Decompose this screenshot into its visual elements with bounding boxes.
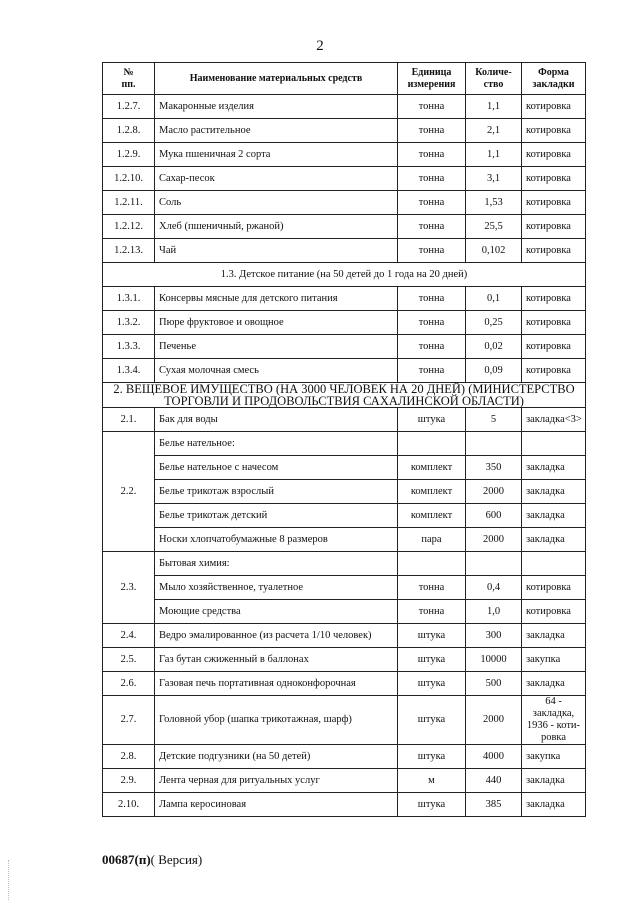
- table-row: [103, 95, 586, 119]
- row-form: котировка: [522, 359, 586, 383]
- row-name: Детские подгузники (на 50 детей): [155, 745, 398, 769]
- table-row: [103, 456, 586, 480]
- table-row: [103, 287, 586, 311]
- table-row: [103, 793, 586, 817]
- row-num: 2.4.: [103, 624, 155, 648]
- row-unit: м: [398, 769, 466, 793]
- row-name: Лампа керосиновая: [155, 793, 398, 817]
- row-name: Газ бутан сжиженный в баллонах: [155, 648, 398, 672]
- row-form: котировка: [522, 239, 586, 263]
- row-name: Чай: [155, 239, 398, 263]
- row-num: 2.7.: [103, 696, 155, 745]
- row-unit: тонна: [398, 191, 466, 215]
- row-unit: штука: [398, 624, 466, 648]
- empty-cell: [398, 432, 466, 456]
- row-form: закупка: [522, 648, 586, 672]
- row-num: 2.10.: [103, 793, 155, 817]
- row-num: 1.2.13.: [103, 239, 155, 263]
- row-unit: тонна: [398, 143, 466, 167]
- row-qty: 500: [466, 672, 522, 696]
- row-name: Сахар-песок: [155, 167, 398, 191]
- row-unit: тонна: [398, 95, 466, 119]
- row-qty: 0,102: [466, 239, 522, 263]
- row-qty: 2000: [466, 696, 522, 745]
- row-unit: штука: [398, 793, 466, 817]
- row-num: 2.5.: [103, 648, 155, 672]
- row-form: закладка<3>: [522, 408, 586, 432]
- row-num: 1.3.4.: [103, 359, 155, 383]
- row-num: 2.2.: [103, 432, 155, 552]
- row-form: закупка: [522, 745, 586, 769]
- misc-rows: [103, 745, 586, 817]
- row-unit: тонна: [398, 600, 466, 624]
- row-qty: 2000: [466, 480, 522, 504]
- document-version: ( Версия): [150, 852, 203, 867]
- row-qty: 4000: [466, 745, 522, 769]
- table-row: [103, 504, 586, 528]
- row-unit: штука: [398, 648, 466, 672]
- row-unit: тонна: [398, 215, 466, 239]
- row-form: котировка: [522, 576, 586, 600]
- row-qty: 350: [466, 456, 522, 480]
- row-name: Газовая печь портативная одноконфорочная: [155, 672, 398, 696]
- table-row: [103, 696, 586, 745]
- empty-cell: [522, 432, 586, 456]
- row-qty: 1,1: [466, 95, 522, 119]
- table-row: [103, 167, 586, 191]
- empty-cell: [466, 432, 522, 456]
- row-num: 2.3.: [103, 552, 155, 624]
- section-1-3-title: 1.3. Детское питание (на 50 детей до 1 года на 20 дней): [103, 263, 586, 287]
- row-qty: 3,1: [466, 167, 522, 191]
- empty-cell: [522, 552, 586, 576]
- baby-food-rows: [103, 287, 586, 383]
- row-num: 1.2.12.: [103, 215, 155, 239]
- table-row: [103, 215, 586, 239]
- row-name: Мыло хозяйственное, туалетное: [155, 576, 398, 600]
- row-num: 1.3.2.: [103, 311, 155, 335]
- row-unit: тонна: [398, 119, 466, 143]
- row-form: закладка: [522, 528, 586, 552]
- table-row: [103, 191, 586, 215]
- row-form: котировка: [522, 143, 586, 167]
- row-form: закладка: [522, 504, 586, 528]
- row-name: Бак для воды: [155, 408, 398, 432]
- row-qty: 385: [466, 793, 522, 817]
- food-rows: [103, 95, 586, 263]
- table-row: [103, 143, 586, 167]
- document-footer: [102, 852, 202, 868]
- section-row: [103, 383, 586, 408]
- row-unit: тонна: [398, 167, 466, 191]
- row-form: закладка: [522, 480, 586, 504]
- row-qty: 600: [466, 504, 522, 528]
- row-name: Лента черная для ритуальных услуг: [155, 769, 398, 793]
- table-row: [103, 745, 586, 769]
- table-row: [103, 624, 586, 648]
- row-unit: тонна: [398, 311, 466, 335]
- table-row: [103, 528, 586, 552]
- row-form: закладка: [522, 793, 586, 817]
- row-num: 1.3.3.: [103, 335, 155, 359]
- row-num: 1.2.11.: [103, 191, 155, 215]
- row-name: Консервы мясные для детского питания: [155, 287, 398, 311]
- section-row: [103, 263, 586, 287]
- row-qty: 0,4: [466, 576, 522, 600]
- group-title: Белье нательное:: [155, 432, 398, 456]
- row-form: закладка: [522, 456, 586, 480]
- row-form: котировка: [522, 335, 586, 359]
- table-row: [103, 648, 586, 672]
- table-row: [103, 119, 586, 143]
- table-row: [103, 408, 586, 432]
- row-unit: штука: [398, 696, 466, 745]
- row-name: Головной убор (шапка трикотажная, шарф): [155, 696, 398, 745]
- row-unit: комплект: [398, 480, 466, 504]
- row-name: Соль: [155, 191, 398, 215]
- empty-cell: [466, 552, 522, 576]
- household-rows: [103, 624, 586, 696]
- row-qty: 0,02: [466, 335, 522, 359]
- row-name: Мука пшеничная 2 сорта: [155, 143, 398, 167]
- row-num: 2.6.: [103, 672, 155, 696]
- table-row: [103, 480, 586, 504]
- row-name: Носки хлопчатобумажные 8 размеров: [155, 528, 398, 552]
- margin-marks: [8, 860, 12, 900]
- group-title-row: [103, 552, 586, 576]
- table-row: [103, 239, 586, 263]
- page-number: 2: [316, 38, 324, 54]
- group-title: Бытовая химия:: [155, 552, 398, 576]
- row-qty: 1,53: [466, 191, 522, 215]
- table-row: [103, 359, 586, 383]
- row-form: котировка: [522, 167, 586, 191]
- empty-cell: [398, 552, 466, 576]
- header-num: № пп.: [103, 63, 155, 95]
- row-num: 2.9.: [103, 769, 155, 793]
- row-unit: тонна: [398, 576, 466, 600]
- document-code: 00687(п): [102, 852, 151, 867]
- row-unit: комплект: [398, 456, 466, 480]
- materials-table: [102, 62, 586, 817]
- row-form: закладка: [522, 672, 586, 696]
- section-2-title: 2. ВЕЩЕВОЕ ИМУЩЕСТВО (НА 3000 ЧЕЛОВЕК НА 20 ДНЕЙ) (МИНИСТЕРСТВО ТОРГОВЛИ И ПРОДОВОЛЬСТВИЯ САХАЛИНСКОЙ ОБЛАСТИ): [103, 383, 586, 408]
- row-num: 1.2.7.: [103, 95, 155, 119]
- row-name: Моющие средства: [155, 600, 398, 624]
- row-form: котировка: [522, 95, 586, 119]
- row-form: закладка: [522, 624, 586, 648]
- table-row: [103, 600, 586, 624]
- row-qty: 5: [466, 408, 522, 432]
- row-form: котировка: [522, 311, 586, 335]
- row-name: Белье трикотаж взрослый: [155, 480, 398, 504]
- row-name: Печенье: [155, 335, 398, 359]
- table-row: [103, 335, 586, 359]
- row-qty: 2,1: [466, 119, 522, 143]
- row-num: 1.2.9.: [103, 143, 155, 167]
- row-qty: 300: [466, 624, 522, 648]
- row-qty: 440: [466, 769, 522, 793]
- row-unit: тонна: [398, 239, 466, 263]
- row-qty: 0,1: [466, 287, 522, 311]
- group-2-2: [103, 432, 586, 552]
- group-title-row: [103, 432, 586, 456]
- row-qty: 1,1: [466, 143, 522, 167]
- row-qty: 10000: [466, 648, 522, 672]
- row-unit: штука: [398, 745, 466, 769]
- table-row: [103, 311, 586, 335]
- row-unit: штука: [398, 672, 466, 696]
- header-name: Наименование материальных средств: [155, 63, 398, 95]
- row-qty: 0,25: [466, 311, 522, 335]
- row-qty: 1,0: [466, 600, 522, 624]
- table-row: [103, 672, 586, 696]
- row-name: Масло растительное: [155, 119, 398, 143]
- row-qty: 2000: [466, 528, 522, 552]
- row-form: котировка: [522, 287, 586, 311]
- row-unit: пара: [398, 528, 466, 552]
- row-name: Белье нательное с начесом: [155, 456, 398, 480]
- row-num: 1.2.10.: [103, 167, 155, 191]
- header-form: Форма закладки: [522, 63, 586, 95]
- row-qty: 25,5: [466, 215, 522, 239]
- row-form: котировка: [522, 215, 586, 239]
- row-name: Пюре фруктовое и овощное: [155, 311, 398, 335]
- table-row: [103, 576, 586, 600]
- table-header-row: [103, 63, 586, 95]
- row-form: котировка: [522, 119, 586, 143]
- row-name: Белье трикотаж детский: [155, 504, 398, 528]
- row-unit: тонна: [398, 287, 466, 311]
- row-unit: тонна: [398, 359, 466, 383]
- row-form: закладка: [522, 769, 586, 793]
- row-num: 1.3.1.: [103, 287, 155, 311]
- row-name: Макаронные изделия: [155, 95, 398, 119]
- header-unit: Единица измерения: [398, 63, 466, 95]
- row-form: 64 - закладка, 1936 - коти- ровка: [522, 696, 586, 745]
- row-name: Хлеб (пшеничный, ржаной): [155, 215, 398, 239]
- row-name: Ведро эмалированное (из расчета 1/10 человек): [155, 624, 398, 648]
- row-name: Сухая молочная смесь: [155, 359, 398, 383]
- row-qty: 0,09: [466, 359, 522, 383]
- row-form: котировка: [522, 600, 586, 624]
- header-qty: Количе- ство: [466, 63, 522, 95]
- row-num: 1.2.8.: [103, 119, 155, 143]
- row-num: 2.1.: [103, 408, 155, 432]
- table-row: [103, 769, 586, 793]
- row-unit: штука: [398, 408, 466, 432]
- group-2-3: [103, 552, 586, 624]
- row-unit: комплект: [398, 504, 466, 528]
- row-num: 2.8.: [103, 745, 155, 769]
- row-unit: тонна: [398, 335, 466, 359]
- row-form: котировка: [522, 191, 586, 215]
